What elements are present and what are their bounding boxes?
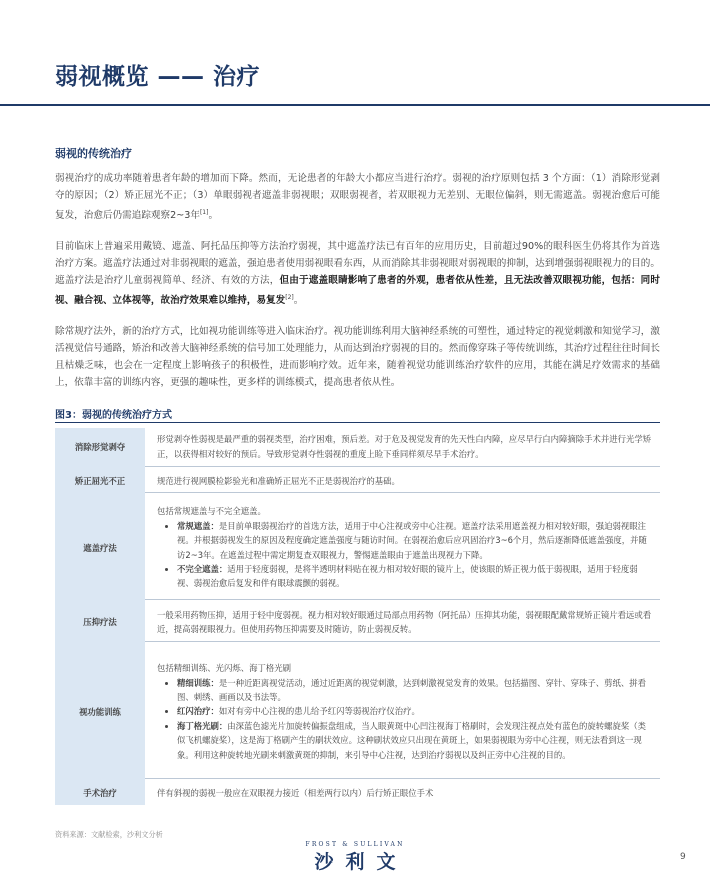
method-name: 压抑疗法	[55, 603, 145, 641]
method-name: 手术治疗	[55, 782, 145, 804]
method-name: 矫正屈光不正	[55, 470, 145, 493]
list-item: • 常规遮盖：是目前单眼弱视治疗的首选方法，适用于中心注视或旁中心注视。遮盖疗法采用遮盖视力相对较好眼，强迫弱视眼注视。并根据弱视发生的原因及程度确定遮盖强度与随访时间。在弱视治愈后应巩固治疗3~6个月，然后逐渐降低遮盖强度，并随访2~3年。在遮盖过程中需定期复查双眼视力，警惕遮盖眼由于遮盖出现视力下降。	[177, 519, 652, 562]
paragraph-vision-training: 除常规疗法外，新的治疗方式，比如视功能训练等进入临床治疗。视功能训练利用大脑神经系统的可塑性，通过特定的视觉刺激和知觉学习，激活视觉信号通路，矫治和改善大脑神经系统的信号加工处理能力，从而达到治疗弱视的目的。然而像穿珠子等传统训练，其治疗过程往往时间长且枯燥乏味，也会在一定程度上影响孩子的积极性，进而影响疗效。近年来，随着视觉功能训练治疗软件的应用，其能在满足疗效需求的基础上，依靠丰富的训练内容，更强的趣味性，更多样的训练模式，提高患者依从性。	[55, 326, 660, 388]
paragraph-treatment-principles: 弱视治疗的成功率随着患者年龄的增加而下降。然而，无论患者的年龄大小都应当进行治疗。弱视的治疗原则包括 3 个方面：（1）消除形觉剥夺的原因；（2）矫正屈光不正；（3）单眼弱视者遮盖非弱视眼；双眼弱视者，若双眼视力无差别、无眼位偏斜，则无需遮盖。弱视治愈后可能复发，治愈后仍需追踪观察2~3年[1]。	[55, 173, 660, 222]
list-item: • 精细训练：是一种近距离视觉活动，通过近距离的视觉刺激，达到刺激视觉发育的效果。包括描图、穿针、穿珠子、剪纸、拼看图、刺绣、画画以及书法等。	[177, 676, 652, 705]
title-divider	[0, 104, 710, 106]
method-name: 遮盖疗法	[55, 496, 145, 600]
citation-ref-2[interactable]: [2]	[285, 294, 294, 301]
method-intro: 包括常规遮盖与不完全遮盖。	[157, 506, 266, 517]
method-intro: 包括精细训练、光闪烁、海丁格光刷	[157, 663, 291, 674]
figure-divider	[55, 422, 660, 423]
method-name: 视功能训练	[55, 645, 145, 779]
list-item: • 不完全遮盖：适用于轻度弱视，是将半透明材料贴在视力相对较好眼的镜片上，使该眼的矫正视力低于弱视眼，适用于轻度弱视、弱视治愈后复发和伴有眼球震颤的弱视。	[177, 562, 652, 591]
table-row	[55, 428, 660, 466]
list-item: • 红闪治疗：如对有旁中心注视的患儿给予红闪等弱视治疗仪治疗。	[177, 704, 652, 718]
logo-wordmark: FROST & SULLIVAN	[305, 841, 405, 848]
citation-ref-1[interactable]: [1]	[199, 209, 209, 216]
table-row	[55, 470, 660, 493]
page-number: 9	[680, 852, 686, 862]
section-heading: 弱视的传统治疗	[55, 147, 132, 160]
method-name: 消除形觉剥夺	[55, 428, 145, 466]
page-title: 弱视概览 —— 治疗	[55, 64, 261, 90]
method-description	[145, 645, 660, 779]
treatment-methods-table	[55, 428, 660, 805]
table-row	[55, 603, 660, 641]
table-row	[55, 496, 660, 600]
method-description: 规范进行视网膜检影验光和准确矫正屈光不正是弱视治疗的基础。	[157, 475, 400, 486]
table-row	[55, 782, 660, 804]
list-item: • 海丁格光刷：由深蓝色滤光片加旋转偏振盘组成，当人眼黄斑中心凹注视海丁格刷时，会发现注视点处有蓝色的旋转螺旋桨（类似飞机螺旋桨），这是海丁格刷产生的刷状效应。这种刷状效应只出现在黄斑上，如果弱视眼为旁中心注视，则无法看到这一现象。利用这种旋转地光刷来刺激黄斑的抑制，来引导中心注视，达到治疗弱视以及纠正旁中心注视的目的。	[177, 719, 652, 762]
figure-title: 图3：弱视的传统治疗方式	[55, 410, 172, 421]
logo-chinese-name: 沙利文	[314, 851, 408, 873]
paragraph-occlusion-therapy: 目前临床上普遍采用戴镜、遮盖、阿托品压抑等方法治疗弱视，其中遮盖疗法已有百年的应用历史，目前超过90%的眼科医生仍将其作为首选治疗方案。遮盖疗法通过对非弱视眼的遮盖，强迫患者使用弱视眼看东西，从而消除其非弱视眼对弱视眼的抑制，达到增强弱视眼视力的目的。遮盖疗法是治疗儿童弱视简单、经济、有效的方法，但由于遮盖眼睛影响了患者的外观，患者依从性差，且无法改善双眼视功能，包括：同时视、融合视、立体视等，故治疗效果难以维持，易复发[2]。	[55, 241, 661, 307]
method-description: 伴有斜视的弱视一般应在双眼视力接近（相差两行以内）后行矫正眼位手术	[157, 788, 434, 799]
frost-sullivan-logo	[288, 840, 422, 874]
table-row	[55, 645, 660, 779]
emphasis-occlusion-drawbacks: 但由于遮盖眼睛影响了患者的外观，患者依从性差，且无法改善双眼视功能，包括：同时视、融合视、立体视等，故治疗效果难以维持，易复发	[55, 275, 661, 307]
source-note: 资料来源：文献检索，沙利文分析	[55, 830, 163, 839]
method-description: 一般采用药物压抑，适用于轻中度弱视。视力相对较好眼通过局部点用药物（阿托品）压抑其功能，弱视眼配戴常规矫正镜片看远或看近，提高弱视眼视力。但使用药物压抑需要及时随访，防止弱视反转。	[157, 609, 652, 635]
method-description	[145, 496, 660, 600]
method-description: 形觉剥夺性弱视是最严重的弱视类型，治疗困难，预后差。对于危及视觉发育的先天性白内障，应尽早行白内障摘除手术并进行光学矫正，以获得相对较好的预后。导致形觉剥夺性弱视的重度上睑下垂同样须尽早手术治疗。	[157, 434, 652, 459]
